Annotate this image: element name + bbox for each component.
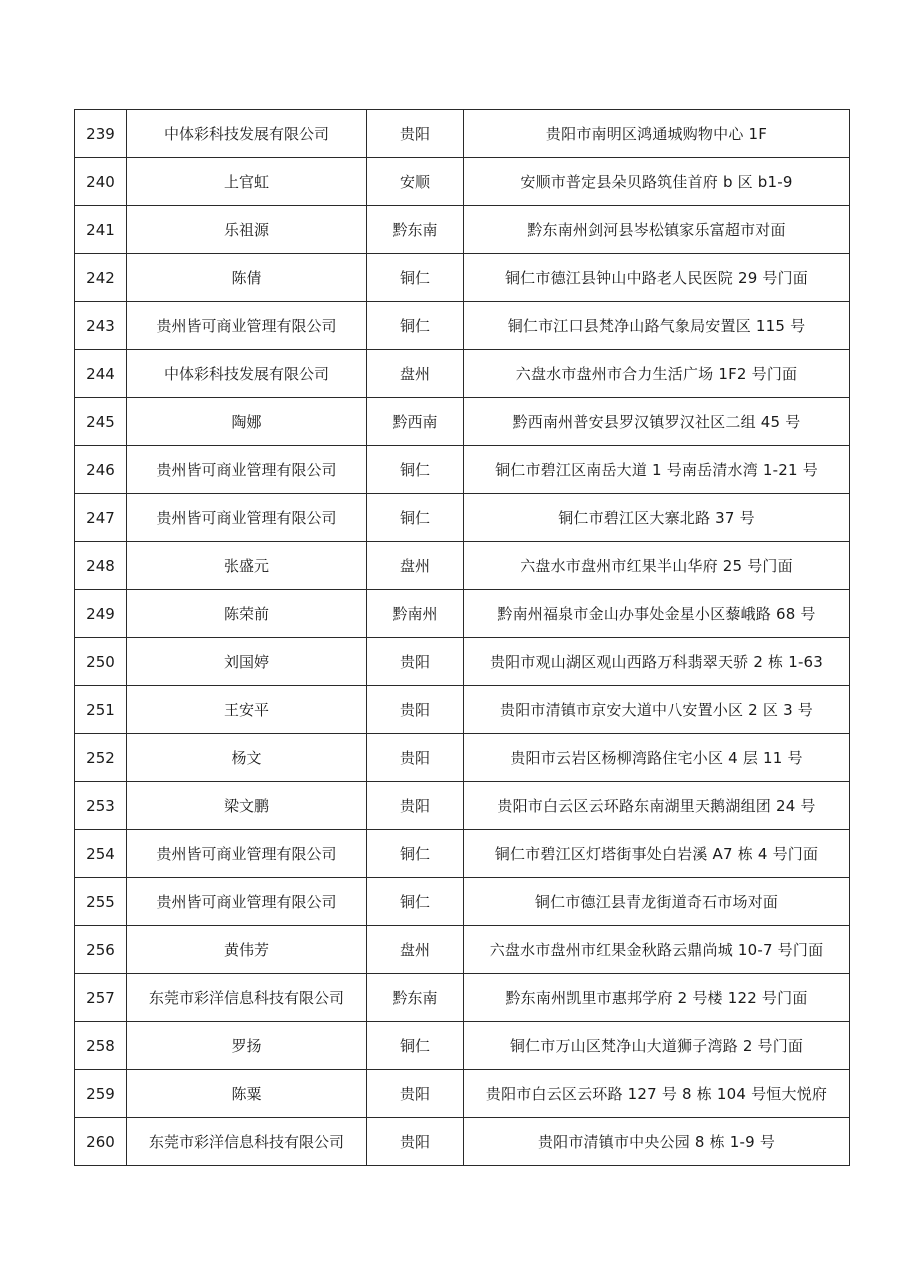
address-cell: 黔西南州普安县罗汉镇罗汉社区二组 45 号 <box>464 398 850 446</box>
table-row <box>75 1070 850 1118</box>
address-cell: 黔东南州剑河县岑松镇家乐富超市对面 <box>464 206 850 254</box>
outlet-table <box>74 109 850 1166</box>
table-row <box>75 782 850 830</box>
table-row <box>75 830 850 878</box>
name-cell: 黄伟芳 <box>127 926 367 974</box>
city-cell: 盘州 <box>367 350 464 398</box>
city-cell: 盘州 <box>367 926 464 974</box>
row-number-cell: 255 <box>75 878 127 926</box>
row-number-cell: 243 <box>75 302 127 350</box>
table-row <box>75 494 850 542</box>
row-number-cell: 251 <box>75 686 127 734</box>
city-cell: 黔东南 <box>367 206 464 254</box>
city-cell: 贵阳 <box>367 782 464 830</box>
name-cell: 陈荣前 <box>127 590 367 638</box>
address-cell: 贵阳市观山湖区观山西路万科翡翠天骄 2 栋 1-63 <box>464 638 850 686</box>
row-number-cell: 256 <box>75 926 127 974</box>
city-cell: 盘州 <box>367 542 464 590</box>
row-number-cell: 258 <box>75 1022 127 1070</box>
city-cell: 贵阳 <box>367 1118 464 1166</box>
row-number-cell: 250 <box>75 638 127 686</box>
table-row <box>75 110 850 158</box>
city-cell: 贵阳 <box>367 734 464 782</box>
city-cell: 铜仁 <box>367 878 464 926</box>
address-cell: 铜仁市万山区梵净山大道狮子湾路 2 号门面 <box>464 1022 850 1070</box>
table-body <box>75 110 850 1166</box>
name-cell: 贵州皆可商业管理有限公司 <box>127 302 367 350</box>
name-cell: 东莞市彩洋信息科技有限公司 <box>127 1118 367 1166</box>
row-number-cell: 249 <box>75 590 127 638</box>
city-cell: 铜仁 <box>367 254 464 302</box>
address-cell: 贵阳市清镇市京安大道中八安置小区 2 区 3 号 <box>464 686 850 734</box>
table-row <box>75 302 850 350</box>
name-cell: 东莞市彩洋信息科技有限公司 <box>127 974 367 1022</box>
table-row <box>75 206 850 254</box>
name-cell: 陈粟 <box>127 1070 367 1118</box>
address-cell: 安顺市普定县朵贝路筑佳首府 b 区 b1-9 <box>464 158 850 206</box>
table-row <box>75 1118 850 1166</box>
address-cell: 贵阳市清镇市中央公园 8 栋 1-9 号 <box>464 1118 850 1166</box>
row-number-cell: 254 <box>75 830 127 878</box>
city-cell: 铜仁 <box>367 446 464 494</box>
row-number-cell: 253 <box>75 782 127 830</box>
row-number-cell: 246 <box>75 446 127 494</box>
name-cell: 贵州皆可商业管理有限公司 <box>127 446 367 494</box>
name-cell: 中体彩科技发展有限公司 <box>127 350 367 398</box>
table-row <box>75 446 850 494</box>
address-cell: 铜仁市碧江区南岳大道 1 号南岳清水湾 1-21 号 <box>464 446 850 494</box>
city-cell: 贵阳 <box>367 686 464 734</box>
row-number-cell: 260 <box>75 1118 127 1166</box>
address-cell: 黔南州福泉市金山办事处金星小区藜峨路 68 号 <box>464 590 850 638</box>
row-number-cell: 247 <box>75 494 127 542</box>
address-cell: 铜仁市德江县青龙街道奇石市场对面 <box>464 878 850 926</box>
name-cell: 陶娜 <box>127 398 367 446</box>
city-cell: 黔西南 <box>367 398 464 446</box>
address-cell: 贵阳市云岩区杨柳湾路住宅小区 4 层 11 号 <box>464 734 850 782</box>
name-cell: 乐祖源 <box>127 206 367 254</box>
table-row <box>75 686 850 734</box>
row-number-cell: 241 <box>75 206 127 254</box>
name-cell: 陈倩 <box>127 254 367 302</box>
name-cell: 梁文鹏 <box>127 782 367 830</box>
name-cell: 贵州皆可商业管理有限公司 <box>127 830 367 878</box>
table-row <box>75 254 850 302</box>
row-number-cell: 259 <box>75 1070 127 1118</box>
row-number-cell: 244 <box>75 350 127 398</box>
address-cell: 贵阳市白云区云环路东南湖里天鹅湖组团 24 号 <box>464 782 850 830</box>
table-row <box>75 158 850 206</box>
name-cell: 贵州皆可商业管理有限公司 <box>127 878 367 926</box>
table-row <box>75 1022 850 1070</box>
table-row <box>75 350 850 398</box>
address-cell: 铜仁市江口县梵净山路气象局安置区 115 号 <box>464 302 850 350</box>
table-row <box>75 734 850 782</box>
table-row <box>75 974 850 1022</box>
table-row <box>75 590 850 638</box>
name-cell: 刘国婷 <box>127 638 367 686</box>
table-row <box>75 878 850 926</box>
address-cell: 铜仁市碧江区灯塔街事处白岩溪 A7 栋 4 号门面 <box>464 830 850 878</box>
address-cell: 贵阳市白云区云环路 127 号 8 栋 104 号恒大悦府 <box>464 1070 850 1118</box>
name-cell: 杨文 <box>127 734 367 782</box>
row-number-cell: 239 <box>75 110 127 158</box>
city-cell: 黔南州 <box>367 590 464 638</box>
table-row <box>75 398 850 446</box>
name-cell: 贵州皆可商业管理有限公司 <box>127 494 367 542</box>
city-cell: 贵阳 <box>367 638 464 686</box>
address-cell: 铜仁市碧江区大寨北路 37 号 <box>464 494 850 542</box>
row-number-cell: 248 <box>75 542 127 590</box>
row-number-cell: 257 <box>75 974 127 1022</box>
city-cell: 铜仁 <box>367 830 464 878</box>
address-cell: 六盘水市盘州市红果金秋路云鼎尚城 10-7 号门面 <box>464 926 850 974</box>
name-cell: 罗扬 <box>127 1022 367 1070</box>
address-cell: 黔东南州凯里市惠邦学府 2 号楼 122 号门面 <box>464 974 850 1022</box>
name-cell: 张盛元 <box>127 542 367 590</box>
city-cell: 黔东南 <box>367 974 464 1022</box>
row-number-cell: 242 <box>75 254 127 302</box>
address-cell: 贵阳市南明区鸿通城购物中心 1F <box>464 110 850 158</box>
city-cell: 贵阳 <box>367 1070 464 1118</box>
name-cell: 中体彩科技发展有限公司 <box>127 110 367 158</box>
city-cell: 铜仁 <box>367 302 464 350</box>
city-cell: 安顺 <box>367 158 464 206</box>
row-number-cell: 245 <box>75 398 127 446</box>
address-cell: 六盘水市盘州市红果半山华府 25 号门面 <box>464 542 850 590</box>
address-cell: 六盘水市盘州市合力生活广场 1F2 号门面 <box>464 350 850 398</box>
table-row <box>75 638 850 686</box>
name-cell: 上官虹 <box>127 158 367 206</box>
city-cell: 铜仁 <box>367 1022 464 1070</box>
city-cell: 铜仁 <box>367 494 464 542</box>
address-cell: 铜仁市德江县钟山中路老人民医院 29 号门面 <box>464 254 850 302</box>
city-cell: 贵阳 <box>367 110 464 158</box>
row-number-cell: 240 <box>75 158 127 206</box>
name-cell: 王安平 <box>127 686 367 734</box>
table-row <box>75 926 850 974</box>
row-number-cell: 252 <box>75 734 127 782</box>
table-row <box>75 542 850 590</box>
